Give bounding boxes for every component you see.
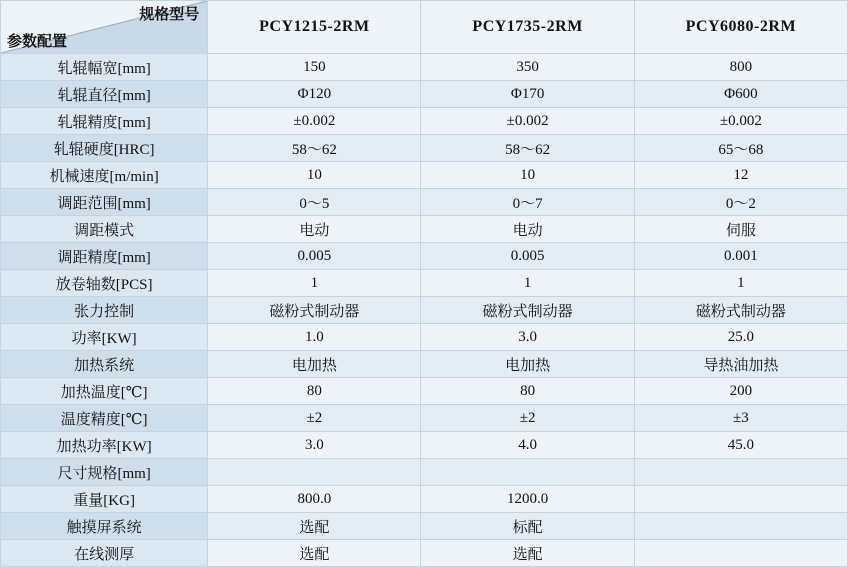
value-cell: 1 [421,270,634,297]
value-cell: 1.0 [208,324,421,351]
value-cell: 150 [208,54,421,81]
value-cell: 45.0 [634,432,847,459]
value-cell [208,459,421,486]
table-row [1,432,848,459]
value-cell [634,486,847,513]
value-cell: 0.001 [634,243,847,270]
value-cell [634,459,847,486]
value-cell: 10 [421,162,634,189]
param-label: 调距范围[mm] [1,189,208,216]
value-cell: 磁粉式制动器 [421,297,634,324]
value-cell [421,459,634,486]
table-row [1,324,848,351]
value-cell: 电动 [208,216,421,243]
param-label: 温度精度[℃] [1,405,208,432]
model-header-1: PCY1735-2RM [421,1,634,54]
param-label: 调距模式 [1,216,208,243]
param-label: 轧辊幅宽[mm] [1,54,208,81]
param-label: 尺寸规格[mm] [1,459,208,486]
value-cell: 800.0 [208,486,421,513]
table-row [1,81,848,108]
value-cell: 80 [421,378,634,405]
param-label: 轧辊直径[mm] [1,81,208,108]
value-cell: Φ170 [421,81,634,108]
value-cell: 选配 [208,540,421,567]
value-cell: 0～7 [421,189,634,216]
param-label: 轧辊精度[mm] [1,108,208,135]
param-label: 张力控制 [1,297,208,324]
value-cell: 350 [421,54,634,81]
table-row [1,459,848,486]
value-cell: 磁粉式制动器 [634,297,847,324]
table-row [1,540,848,567]
table-row [1,405,848,432]
param-label: 加热系统 [1,351,208,378]
param-label: 放卷轴数[PCS] [1,270,208,297]
table-body [1,54,848,567]
value-cell: 3.0 [421,324,634,351]
value-cell: 800 [634,54,847,81]
table-row [1,162,848,189]
value-cell: 电加热 [421,351,634,378]
value-cell: ±3 [634,405,847,432]
value-cell: 58～62 [208,135,421,162]
table-row [1,108,848,135]
value-cell: 0～5 [208,189,421,216]
value-cell: ±0.002 [208,108,421,135]
table-row [1,513,848,540]
value-cell: 80 [208,378,421,405]
table-header-row [1,1,848,54]
value-cell: 电加热 [208,351,421,378]
value-cell: 电动 [421,216,634,243]
corner-model-label: 规格型号 [139,7,200,23]
value-cell: 选配 [421,540,634,567]
corner-param-label: 参数配置 [7,34,68,50]
value-cell: 0.005 [421,243,634,270]
table-row [1,270,848,297]
param-label: 轧辊硬度[HRC] [1,135,208,162]
table-row [1,189,848,216]
value-cell: 58～62 [421,135,634,162]
value-cell: ±2 [421,405,634,432]
value-cell: Φ120 [208,81,421,108]
param-label: 重量[KG] [1,486,208,513]
table-header [1,1,848,54]
value-cell [634,540,847,567]
corner-header-cell [1,1,208,54]
param-label: 机械速度[m/min] [1,162,208,189]
param-label: 加热温度[℃] [1,378,208,405]
value-cell: ±0.002 [634,108,847,135]
value-cell: 25.0 [634,324,847,351]
value-cell: 1 [208,270,421,297]
value-cell: 10 [208,162,421,189]
model-header-2: PCY6080-2RM [634,1,847,54]
param-label: 在线测厚 [1,540,208,567]
value-cell: 200 [634,378,847,405]
table-row [1,297,848,324]
value-cell: 1200.0 [421,486,634,513]
value-cell: 12 [634,162,847,189]
value-cell: 3.0 [208,432,421,459]
param-label: 调距精度[mm] [1,243,208,270]
value-cell: 4.0 [421,432,634,459]
value-cell: 磁粉式制动器 [208,297,421,324]
value-cell: 0～2 [634,189,847,216]
value-cell: 0.005 [208,243,421,270]
table-row [1,243,848,270]
value-cell: 伺服 [634,216,847,243]
value-cell: 1 [634,270,847,297]
value-cell [634,513,847,540]
table-row [1,378,848,405]
model-header-0: PCY1215-2RM [208,1,421,54]
value-cell: 65～68 [634,135,847,162]
value-cell: ±0.002 [421,108,634,135]
table-row [1,135,848,162]
table-row [1,54,848,81]
param-label: 功率[KW] [1,324,208,351]
value-cell: 导热油加热 [634,351,847,378]
value-cell: Φ600 [634,81,847,108]
value-cell: 选配 [208,513,421,540]
value-cell: 标配 [421,513,634,540]
table-row [1,216,848,243]
param-label: 触摸屏系统 [1,513,208,540]
value-cell: ±2 [208,405,421,432]
table-row [1,351,848,378]
param-label: 加热功率[KW] [1,432,208,459]
table-row [1,486,848,513]
